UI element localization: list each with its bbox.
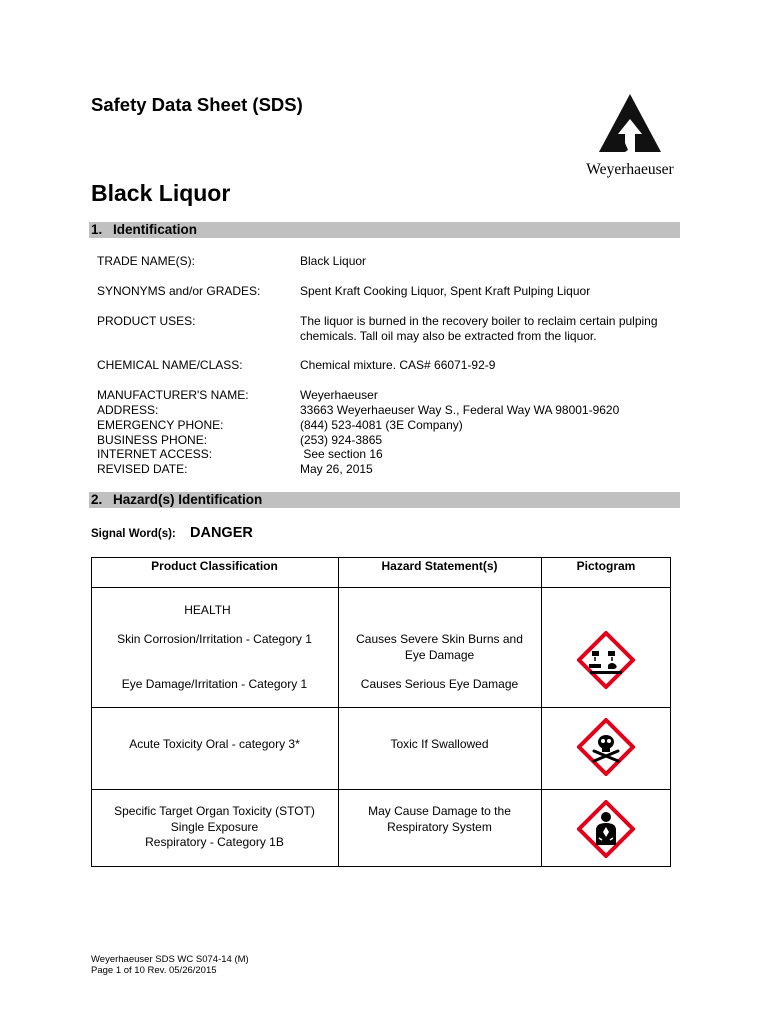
product-uses-value-line1: The liquor is burned in the recovery boiler to reclaim certain pulping (300, 314, 658, 328)
statement-respiratory-line1: May Cause Damage to the (368, 804, 511, 818)
address-value: 33663 Weyerhaeuser Way S., Federal Way WA 98001-9620 (300, 403, 620, 417)
signal-word-label: Signal Word(s): (91, 528, 176, 540)
synonyms-value: Spent Kraft Cooking Liquor, Spent Kraft Pulping Liquor (300, 284, 591, 298)
header-hazard-statements: Hazard Statement(s) (381, 559, 498, 573)
statement-skin-burns-line2: Eye Damage (404, 648, 475, 662)
section-2-header (89, 492, 680, 508)
statement-skin-burns-line1: Causes Severe Skin Burns and (356, 632, 523, 646)
logo-wordmark: Weyerhaeuser (586, 161, 674, 178)
business-phone-value: (253) 924-3865 (300, 433, 383, 447)
header-pictogram: Pictogram (576, 559, 636, 573)
trade-name-value: Black Liquor (300, 254, 367, 268)
statement-respiratory-line2: Respiratory System (387, 820, 492, 834)
internet-access-label: INTERNET ACCESS: (97, 447, 213, 461)
section-title: Hazard(s) Identification (113, 492, 263, 507)
internet-access-value: See section 16 (300, 447, 383, 461)
hazard-table (91, 557, 671, 867)
skull-crossbones-icon (577, 718, 635, 776)
product-uses-value-line2: chemicals. Tall oil may also be extracted from the liquor. (300, 329, 597, 343)
corrosion-icon (577, 631, 635, 689)
header-product-classification: Product Classification (151, 559, 278, 573)
chemical-name-label: CHEMICAL NAME/CLASS: (97, 358, 243, 372)
synonyms-label: SYNONYMS and/or GRADES: (97, 284, 261, 298)
section-title: Identification (113, 222, 197, 237)
weyerhaeuser-logo-icon (597, 92, 663, 154)
health-hazard-icon (577, 800, 635, 858)
classification-stot-line1: Specific Target Organ Toxicity (STOT) (114, 804, 315, 818)
footer-doc-id: Weyerhaeuser SDS WC S074-14 (M) (91, 954, 249, 965)
footer-page-info: Page 1 of 10 Rev. 05/26/2015 (91, 965, 217, 976)
company-logo (580, 92, 680, 182)
emergency-phone-label: EMERGENCY PHONE: (97, 418, 224, 432)
document-title: Safety Data Sheet (SDS) (91, 94, 303, 115)
product-title: Black Liquor (91, 180, 231, 206)
trade-name-label: TRADE NAME(S): (97, 254, 196, 268)
manufacturer-label: MANUFACTURER'S NAME: (97, 388, 249, 402)
section-number: 2. (91, 492, 103, 507)
section-number: 1. (91, 222, 103, 237)
classification-stot-line2: Single Exposure (170, 820, 259, 834)
classification-stot-line3: Respiratory - Category 1B (145, 835, 284, 849)
classification-eye-damage: Eye Damage/Irritation - Category 1 (121, 677, 308, 691)
product-uses-label: PRODUCT USES: (97, 314, 196, 328)
emergency-phone-value: (844) 523-4081 (3E Company) (300, 418, 463, 432)
statement-eye-damage: Causes Serious Eye Damage (360, 677, 519, 691)
statement-toxic-if-swallowed: Toxic If Swallowed (390, 737, 489, 751)
manufacturer-value: Weyerhaeuser (300, 388, 378, 402)
health-label: HEALTH (184, 603, 231, 617)
chemical-name-value: Chemical mixture. CAS# 66071-92-9 (300, 358, 496, 372)
business-phone-label: BUSINESS PHONE: (97, 433, 208, 447)
address-label: ADDRESS: (97, 403, 159, 417)
signal-word: DANGER (190, 525, 253, 541)
revised-date-value: May 26, 2015 (300, 462, 373, 476)
section-1-header (89, 222, 680, 238)
classification-acute-toxicity: Acute Toxicity Oral - category 3* (129, 737, 300, 751)
classification-skin-corrosion: Skin Corrosion/Irritation - Category 1 (117, 632, 312, 646)
revised-date-label: REVISED DATE: (97, 462, 188, 476)
